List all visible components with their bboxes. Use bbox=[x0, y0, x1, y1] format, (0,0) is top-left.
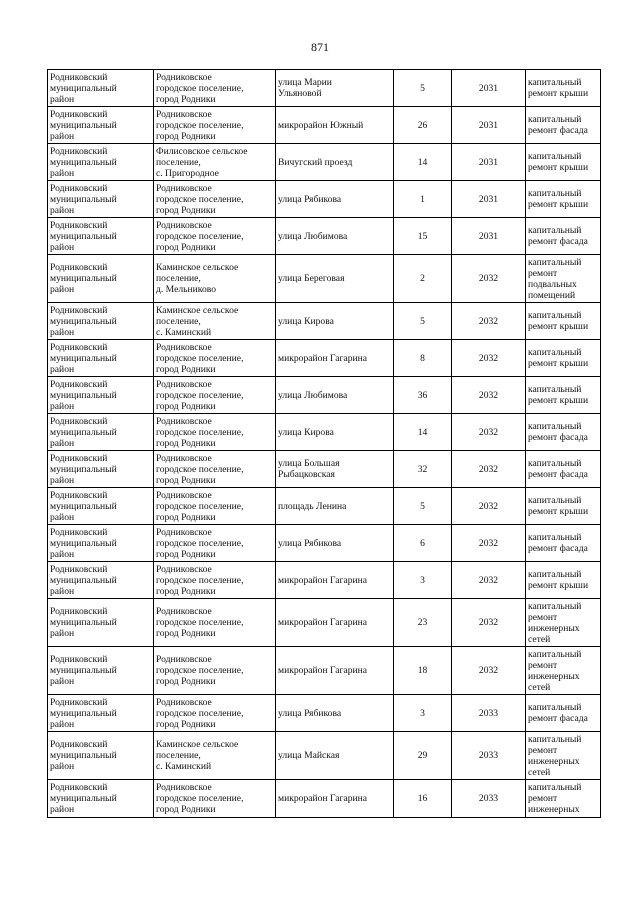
settlement-cell-text: Родниковское городское поселение, город Родники bbox=[156, 563, 244, 597]
repair-year-cell bbox=[452, 525, 526, 562]
house-number-cell bbox=[394, 780, 452, 818]
street-cell-text: Вичугский проезд bbox=[278, 156, 353, 168]
table-row bbox=[48, 70, 601, 107]
settlement-cell bbox=[154, 255, 276, 303]
table-row bbox=[48, 107, 601, 144]
settlement-cell-text: Родниковское городское поселение, город Родники bbox=[156, 489, 244, 523]
house-number-cell bbox=[394, 647, 452, 695]
settlement-cell bbox=[154, 340, 276, 377]
table-row bbox=[48, 255, 601, 303]
district-cell-text: Родниковский муниципальный район bbox=[50, 489, 117, 523]
street-cell bbox=[276, 303, 394, 340]
house-number-cell bbox=[394, 525, 452, 562]
house-number-cell-text: 5 bbox=[420, 315, 425, 327]
repair-year-cell-text: 2032 bbox=[478, 389, 499, 401]
work-type-cell-text: капитальный ремонт крыши bbox=[528, 569, 589, 591]
house-number-cell-text: 14 bbox=[417, 426, 428, 438]
district-cell-text: Родниковский муниципальный район bbox=[50, 304, 117, 338]
repair-year-cell bbox=[452, 340, 526, 377]
street-cell-text: микрорайон Гагарина bbox=[278, 793, 368, 804]
repair-year-cell bbox=[452, 377, 526, 414]
street-cell bbox=[276, 562, 394, 599]
repair-year-cell bbox=[452, 70, 526, 107]
house-number-cell bbox=[394, 451, 452, 488]
repair-year-cell bbox=[452, 562, 526, 599]
street-cell-text: микрорайон Гагарина bbox=[278, 665, 368, 676]
settlement-cell bbox=[154, 451, 276, 488]
settlement-cell bbox=[154, 218, 276, 255]
street-cell-text: микрорайон Гагарина bbox=[278, 617, 368, 628]
repair-year-cell-text: 2032 bbox=[478, 463, 499, 475]
repair-year-cell bbox=[452, 451, 526, 488]
house-number-cell-text: 16 bbox=[417, 793, 428, 804]
house-number-cell bbox=[394, 70, 452, 107]
district-cell-text: Родниковский муниципальный район bbox=[50, 563, 117, 597]
work-type-cell-text: капитальный ремонт подвальных помещений bbox=[528, 256, 582, 301]
settlement-cell-text: Каминское сельское поселение, д. Мельниково bbox=[156, 262, 239, 295]
settlement-cell-text: Родниковское городское поселение, город Родники bbox=[156, 606, 244, 639]
house-number-cell bbox=[394, 599, 452, 647]
repair-year-cell bbox=[452, 144, 526, 181]
street-cell bbox=[276, 451, 394, 488]
house-number-cell-text: 8 bbox=[420, 352, 425, 364]
settlement-cell bbox=[154, 488, 276, 525]
work-type-cell bbox=[526, 732, 601, 780]
street-cell-text: улица Кирова bbox=[278, 426, 334, 438]
table-row bbox=[48, 377, 601, 414]
repair-year-cell bbox=[452, 107, 526, 144]
house-number-cell-text: 26 bbox=[417, 119, 428, 131]
district-cell bbox=[48, 647, 154, 695]
settlement-cell bbox=[154, 647, 276, 695]
district-cell-text: Родниковский муниципальный район bbox=[50, 526, 117, 560]
work-type-cell bbox=[526, 414, 601, 451]
district-cell bbox=[48, 340, 154, 377]
work-type-cell bbox=[526, 451, 601, 488]
house-number-cell bbox=[394, 107, 452, 144]
settlement-cell bbox=[154, 695, 276, 732]
repair-year-cell bbox=[452, 414, 526, 451]
street-cell-text: улица Береговая bbox=[278, 273, 345, 284]
repair-year-cell-text: 2031 bbox=[478, 82, 499, 94]
work-type-cell-text: капитальный ремонт крыши bbox=[528, 77, 589, 99]
street-cell bbox=[276, 525, 394, 562]
settlement-cell-text: Родниковское городское поселение, город Родники bbox=[156, 341, 244, 375]
table-row bbox=[48, 144, 601, 181]
work-type-cell bbox=[526, 780, 601, 818]
table-body bbox=[48, 70, 601, 818]
street-cell-text: микрорайон Гагарина bbox=[278, 574, 368, 586]
district-cell bbox=[48, 377, 154, 414]
district-cell-text: Родниковский муниципальный район bbox=[50, 262, 117, 295]
work-type-cell-text: капитальный ремонт фасада bbox=[528, 114, 588, 136]
work-type-cell-text: капитальный ремонт фасада bbox=[528, 421, 588, 443]
district-cell-text: Родниковский муниципальный район bbox=[50, 182, 117, 216]
work-type-cell-text: капитальный ремонт крыши bbox=[528, 384, 589, 406]
house-number-cell bbox=[394, 340, 452, 377]
work-type-cell bbox=[526, 144, 601, 181]
district-cell bbox=[48, 303, 154, 340]
work-type-cell bbox=[526, 181, 601, 218]
settlement-cell-text: Родниковское городское поселение, город Родники bbox=[156, 378, 244, 412]
district-cell bbox=[48, 414, 154, 451]
street-cell-text: микрорайон Гагарина bbox=[278, 352, 368, 364]
house-number-cell bbox=[394, 562, 452, 599]
street-cell bbox=[276, 732, 394, 780]
settlement-cell bbox=[154, 377, 276, 414]
work-type-cell bbox=[526, 488, 601, 525]
house-number-cell-text: 14 bbox=[417, 156, 428, 168]
district-cell bbox=[48, 780, 154, 818]
street-cell bbox=[276, 181, 394, 218]
district-cell bbox=[48, 144, 154, 181]
table-row bbox=[48, 414, 601, 451]
settlement-cell-text: Родниковское городское поселение, город Родники bbox=[156, 219, 244, 253]
settlement-cell-text: Каминское сельское поселение, с. Каминский bbox=[156, 304, 239, 338]
house-number-cell-text: 5 bbox=[420, 82, 425, 94]
page-number: 871 bbox=[311, 40, 329, 54]
house-number-cell bbox=[394, 181, 452, 218]
repair-year-cell-text: 2032 bbox=[478, 426, 499, 438]
repair-year-cell bbox=[452, 780, 526, 818]
district-cell-text: Родниковский муниципальный район bbox=[50, 219, 117, 253]
district-cell bbox=[48, 525, 154, 562]
settlement-cell bbox=[154, 562, 276, 599]
work-type-cell-text: капитальный ремонт крыши bbox=[528, 310, 589, 332]
house-number-cell-text: 3 bbox=[420, 707, 425, 719]
house-number-cell bbox=[394, 377, 452, 414]
district-cell bbox=[48, 181, 154, 218]
repair-year-cell-text: 2033 bbox=[478, 793, 499, 804]
house-number-cell-text: 2 bbox=[420, 273, 425, 284]
work-type-cell-text: капитальный ремонт фасада bbox=[528, 532, 588, 554]
street-cell-text: улица Любимова bbox=[278, 230, 348, 242]
work-type-cell bbox=[526, 647, 601, 695]
district-cell-text: Родниковский муниципальный район bbox=[50, 145, 117, 179]
work-type-cell bbox=[526, 695, 601, 732]
repair-year-cell-text: 2032 bbox=[478, 574, 499, 586]
work-type-cell-text: капитальный ремонт инженерных сетей bbox=[528, 600, 582, 645]
work-type-cell-text: капитальный ремонт фасада bbox=[528, 225, 588, 247]
street-cell bbox=[276, 377, 394, 414]
table-row bbox=[48, 647, 601, 695]
repair-schedule-table bbox=[47, 69, 601, 818]
repair-year-cell-text: 2031 bbox=[478, 119, 499, 131]
table-row bbox=[48, 303, 601, 340]
repair-year-cell bbox=[452, 181, 526, 218]
work-type-cell bbox=[526, 340, 601, 377]
district-cell bbox=[48, 107, 154, 144]
street-cell-text: улица Майская bbox=[278, 750, 340, 761]
table-row bbox=[48, 780, 601, 818]
house-number-cell-text: 32 bbox=[417, 463, 428, 475]
repair-year-cell bbox=[452, 647, 526, 695]
street-cell-text: улица Большая Рыбацковская bbox=[278, 458, 340, 480]
repair-year-cell bbox=[452, 255, 526, 303]
work-type-cell bbox=[526, 525, 601, 562]
street-cell bbox=[276, 107, 394, 144]
repair-year-cell-text: 2032 bbox=[478, 315, 499, 327]
district-cell-text: Родниковский муниципальный район bbox=[50, 71, 117, 105]
house-number-cell-text: 15 bbox=[417, 230, 428, 242]
district-cell-text: Родниковский муниципальный район bbox=[50, 606, 117, 639]
settlement-cell-text: Родниковское городское поселение, город Родники bbox=[156, 452, 244, 486]
repair-year-cell-text: 2032 bbox=[478, 617, 499, 628]
work-type-cell-text: капитальный ремонт крыши bbox=[528, 188, 589, 210]
street-cell-text: улица Рябикова bbox=[278, 707, 342, 719]
repair-year-cell bbox=[452, 303, 526, 340]
work-type-cell bbox=[526, 377, 601, 414]
settlement-cell-text: Филисовское сельское поселение, с. Пригородное bbox=[156, 145, 248, 179]
repair-year-cell-text: 2032 bbox=[478, 352, 499, 364]
settlement-cell bbox=[154, 525, 276, 562]
house-number-cell bbox=[394, 303, 452, 340]
street-cell bbox=[276, 414, 394, 451]
street-cell-text: улица Кирова bbox=[278, 315, 334, 327]
district-cell-text: Родниковский муниципальный район bbox=[50, 696, 117, 730]
work-type-cell-text: капитальный ремонт инженерных bbox=[528, 782, 582, 815]
work-type-cell-text: капитальный ремонт крыши bbox=[528, 495, 589, 517]
street-cell-text: улица Рябикова bbox=[278, 537, 342, 549]
settlement-cell bbox=[154, 303, 276, 340]
repair-year-cell-text: 2031 bbox=[478, 156, 499, 168]
street-cell bbox=[276, 218, 394, 255]
work-type-cell-text: капитальный ремонт фасада bbox=[528, 702, 588, 724]
settlement-cell bbox=[154, 599, 276, 647]
street-cell bbox=[276, 255, 394, 303]
repair-year-cell-text: 2031 bbox=[478, 230, 499, 242]
district-cell-text: Родниковский муниципальный район bbox=[50, 378, 117, 412]
house-number-cell bbox=[394, 255, 452, 303]
street-cell bbox=[276, 144, 394, 181]
repair-year-cell bbox=[452, 599, 526, 647]
district-cell bbox=[48, 732, 154, 780]
work-type-cell-text: капитальный ремонт крыши bbox=[528, 347, 589, 369]
street-cell bbox=[276, 780, 394, 818]
house-number-cell bbox=[394, 144, 452, 181]
district-cell bbox=[48, 488, 154, 525]
settlement-cell-text: Родниковское городское поселение, город Родники bbox=[156, 696, 244, 730]
district-cell-text: Родниковский муниципальный район bbox=[50, 341, 117, 375]
work-type-cell bbox=[526, 562, 601, 599]
district-cell-text: Родниковский муниципальный район bbox=[50, 415, 117, 449]
district-cell bbox=[48, 255, 154, 303]
house-number-cell bbox=[394, 732, 452, 780]
repair-year-cell bbox=[452, 695, 526, 732]
work-type-cell-text: капитальный ремонт инженерных сетей bbox=[528, 648, 582, 693]
table-row bbox=[48, 732, 601, 780]
settlement-cell-text: Родниковское городское поселение, город Родники bbox=[156, 71, 244, 105]
settlement-cell-text: Каминское сельское поселение, с. Каминский bbox=[156, 739, 239, 772]
street-cell-text: площадь Ленина bbox=[278, 500, 347, 512]
street-cell bbox=[276, 599, 394, 647]
repair-year-cell-text: 2031 bbox=[478, 193, 499, 205]
work-type-cell bbox=[526, 599, 601, 647]
repair-year-cell bbox=[452, 488, 526, 525]
house-number-cell-text: 18 bbox=[417, 665, 428, 676]
settlement-cell bbox=[154, 780, 276, 818]
street-cell bbox=[276, 647, 394, 695]
street-cell-text: улица Любимова bbox=[278, 389, 348, 401]
street-cell bbox=[276, 695, 394, 732]
house-number-cell-text: 23 bbox=[417, 617, 428, 628]
repair-year-cell-text: 2032 bbox=[478, 273, 499, 284]
repair-year-cell bbox=[452, 218, 526, 255]
repair-year-cell bbox=[452, 732, 526, 780]
work-type-cell bbox=[526, 255, 601, 303]
settlement-cell-text: Родниковское городское поселение, город Родники bbox=[156, 182, 244, 216]
settlement-cell-text: Родниковское городское поселение, город Родники bbox=[156, 415, 244, 449]
repair-year-cell-text: 2032 bbox=[478, 537, 499, 549]
repair-year-cell-text: 2033 bbox=[478, 750, 499, 761]
street-cell-text: улица Марии Ульяновой bbox=[278, 77, 332, 99]
settlement-cell-text: Родниковское городское поселение, город Родники bbox=[156, 654, 244, 687]
settlement-cell bbox=[154, 144, 276, 181]
work-type-cell bbox=[526, 303, 601, 340]
district-cell-text: Родниковский муниципальный район bbox=[50, 452, 117, 486]
work-type-cell-text: капитальный ремонт крыши bbox=[528, 151, 589, 173]
work-type-cell bbox=[526, 218, 601, 255]
settlement-cell bbox=[154, 107, 276, 144]
settlement-cell bbox=[154, 181, 276, 218]
table-row bbox=[48, 562, 601, 599]
table-row bbox=[48, 340, 601, 377]
house-number-cell-text: 1 bbox=[420, 193, 425, 205]
district-cell-text: Родниковский муниципальный район bbox=[50, 654, 117, 687]
house-number-cell-text: 3 bbox=[420, 574, 425, 586]
repair-year-cell-text: 2033 bbox=[478, 707, 499, 719]
district-cell bbox=[48, 695, 154, 732]
table-row bbox=[48, 695, 601, 732]
street-cell-text: микрорайон Южный bbox=[278, 119, 364, 131]
work-type-cell-text: капитальный ремонт инженерных сетей bbox=[528, 733, 582, 778]
table-row bbox=[48, 181, 601, 218]
table-row bbox=[48, 599, 601, 647]
district-cell bbox=[48, 562, 154, 599]
house-number-cell-text: 5 bbox=[420, 500, 425, 512]
street-cell bbox=[276, 70, 394, 107]
house-number-cell bbox=[394, 218, 452, 255]
street-cell-text: улица Рябикова bbox=[278, 193, 342, 205]
house-number-cell bbox=[394, 695, 452, 732]
district-cell bbox=[48, 70, 154, 107]
district-cell bbox=[48, 451, 154, 488]
repair-year-cell-text: 2032 bbox=[478, 500, 499, 512]
table-row bbox=[48, 451, 601, 488]
district-cell-text: Родниковский муниципальный район bbox=[50, 739, 117, 772]
settlement-cell bbox=[154, 70, 276, 107]
house-number-cell bbox=[394, 414, 452, 451]
house-number-cell-text: 29 bbox=[417, 750, 428, 761]
settlement-cell bbox=[154, 732, 276, 780]
settlement-cell-text: Родниковское городское поселение, город Родники bbox=[156, 782, 244, 815]
street-cell bbox=[276, 340, 394, 377]
table-row bbox=[48, 488, 601, 525]
work-type-cell-text: капитальный ремонт фасада bbox=[528, 458, 588, 480]
district-cell-text: Родниковский муниципальный район bbox=[50, 782, 117, 815]
house-number-cell-text: 6 bbox=[420, 537, 425, 549]
district-cell bbox=[48, 218, 154, 255]
district-cell bbox=[48, 599, 154, 647]
work-type-cell bbox=[526, 107, 601, 144]
settlement-cell-text: Родниковское городское поселение, город Родники bbox=[156, 108, 244, 142]
house-number-cell-text: 36 bbox=[417, 389, 428, 401]
street-cell bbox=[276, 488, 394, 525]
house-number-cell bbox=[394, 488, 452, 525]
table-row bbox=[48, 525, 601, 562]
settlement-cell-text: Родниковское городское поселение, город Родники bbox=[156, 526, 244, 560]
settlement-cell bbox=[154, 414, 276, 451]
repair-year-cell-text: 2032 bbox=[478, 665, 499, 676]
work-type-cell bbox=[526, 70, 601, 107]
table-row bbox=[48, 218, 601, 255]
district-cell-text: Родниковский муниципальный район bbox=[50, 108, 117, 142]
